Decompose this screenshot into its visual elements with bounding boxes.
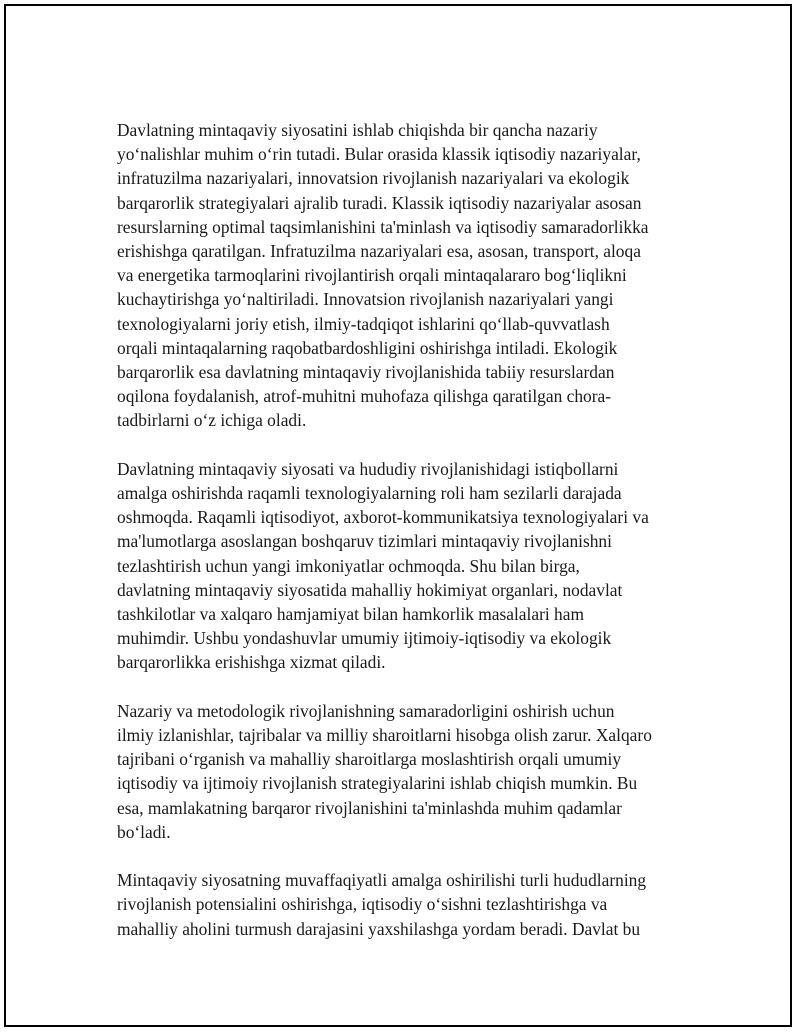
paragraph-4 (117, 868, 687, 941)
text-line: tajribani o‘rganish va mahalliy sharoitlarga moslashtirish orqali umumiy (117, 749, 622, 770)
text-line: barqarorlik esa davlatning mintaqaviy rivojlanishida tabiiy resurslardan (117, 362, 615, 383)
text-line: barqarorlik strategiyalari ajralib turadi. Klassik iqtisodiy nazariyalar asosan (117, 192, 642, 213)
text-line: muhimdir. Ushbu yondashuvlar umumiy ijtimoiy-iqtisodiy va ekologik (117, 628, 612, 649)
text-line: erishishga qaratilgan. Infratuzilma nazariyalari esa, asosan, transport, aloqa (117, 241, 641, 262)
text-line: oshmoqda. Raqamli iqtisodiyot, axborot-kommunikatsiya texnologiyalari va (117, 507, 649, 528)
text-line: Davlatning mintaqaviy siyosatini ishlab chiqishda bir qancha nazariy (117, 120, 598, 140)
text-line: va energetika tarmoqlarini rivojlantirish orqali mintaqalararo bog‘liqlikni (117, 265, 627, 286)
paragraph-3 (117, 699, 687, 844)
text-line: Davlatning mintaqaviy siyosati va hududiy rivojlanishidagi istiqbollarni (117, 458, 619, 479)
text-line: orqali mintaqalarning raqobatbardoshligini oshirishga intiladi. Ekologik (117, 337, 618, 358)
text-line: kuchaytirishga yo‘naltiriladi. Innovatsion rivojlanish nazariyalari yangi (117, 289, 614, 310)
text-line: texnologiyalarni joriy etish, ilmiy-tadqiqot ishlarini qo‘llab-quvvatlash (117, 313, 610, 334)
text-line: tadbirlarni o‘z ichiga oladi. (117, 410, 307, 431)
text-line: ilmiy izlanishlar, tajribalar va milliy sharoitlarni hisobga olish zarur. Xalqaro (117, 725, 652, 746)
paragraph-1 (117, 118, 687, 433)
text-line: yo‘nalishlar muhim o‘rin tutadi. Bular orasida klassik iqtisodiy nazariyalar, (117, 144, 641, 165)
text-line: resurslarning optimal taqsimlanishini ta'minlash va iqtisodiy samaradorlikka (117, 216, 649, 237)
text-line: oqilona foydalanish, atrof-muhitni muhofaza qilishga qaratilgan chora- (117, 386, 612, 407)
text-line: ma'lumotlarga asoslangan boshqaruv tizimlari mintaqaviy rivojlanishni (117, 531, 612, 552)
text-line: tashkilotlar va xalqaro hamjamiyat bilan hamkorlik masalalari ham (117, 604, 584, 625)
text-line: Nazariy va metodologik rivojlanishning samaradorligini oshirish uchun (117, 700, 615, 721)
paragraph-2 (117, 457, 687, 675)
text-line: esa, mamlakatning barqaror rivojlanishini ta'minlashda muhim qadamlar (117, 797, 622, 818)
text-line: tezlashtirish uchun yangi imkoniyatlar ochmoqda. Shu bilan birga, (117, 555, 580, 576)
text-line: iqtisodiy va ijtimoiy rivojlanish strategiyalarini ishlab chiqish mumkin. Bu (117, 773, 638, 794)
document-body (117, 118, 687, 965)
text-line: Mintaqaviy siyosatning muvaffaqiyatli amalga oshirilishi turli hududlarning (117, 870, 647, 891)
text-line: mahalliy aholini turmush darajasini yaxshilashga yordam beradi. Davlat bu (117, 918, 641, 939)
text-line: davlatning mintaqaviy siyosatida mahalliy hokimiyat organlari, nodavlat (117, 579, 623, 600)
text-line: amalga oshirishda raqamli texnologiyalarning roli ham sezilarli darajada (117, 483, 622, 504)
text-line: rivojlanish potensialini oshirishga, iqtisodiy o‘sishni tezlashtirishga va (117, 894, 608, 915)
text-line: infratuzilma nazariyalari, innovatsion rivojlanish nazariyalari va ekologik (117, 168, 630, 189)
text-line: barqarorlikka erishishga xizmat qiladi. (117, 652, 386, 673)
text-line: bo‘ladi. (117, 821, 171, 842)
